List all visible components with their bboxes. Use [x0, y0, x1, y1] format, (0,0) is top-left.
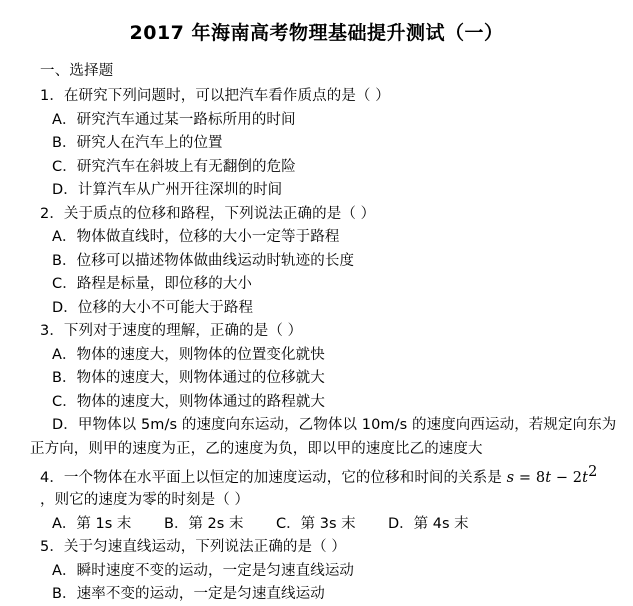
question-2-option-d: D．位移的大小不可能大于路程	[52, 299, 254, 316]
page-title: 2017 年海南高考物理基础提升测试（一）	[129, 22, 504, 44]
section-heading: 一、选择题	[40, 63, 114, 79]
question-4-formula-tail: ，	[40, 492, 55, 509]
question-4-formula-t2: t	[582, 469, 589, 486]
question-4-formula-t1: t	[545, 469, 552, 486]
question-4-option-a: A．第 1s 末	[52, 515, 132, 532]
question-stem-4	[40, 461, 603, 512]
question-4-option-c: C．第 3s 末	[276, 515, 356, 532]
question-stem-5: 5．关于匀速直线运动，下列说法正确的是（ ）	[40, 539, 347, 556]
question-3-option-a: A．物体的速度大，则物体的位置变化就快	[52, 346, 325, 363]
question-3-option-c: C．物体的速度大，则物体通过的路程就大	[52, 393, 326, 410]
question-4-option-b: B．第 2s 末	[164, 515, 244, 532]
question-1-option-b: B．研究人在汽车上的位置	[52, 135, 223, 151]
question-5-option-b: B．速率不变的运动，一定是匀速直线运动	[52, 586, 325, 603]
question-4-options-row	[52, 513, 603, 536]
question-1-option-d: D．计算汽车从广州开往深圳的时间	[52, 182, 283, 198]
question-4-formula-eq: = 8	[514, 469, 546, 486]
question-4-formula-s: s	[506, 469, 515, 486]
question-stem-3: 3．下列对于速度的理解，正确的是（ ）	[40, 323, 303, 339]
question-3-option-d-line2: 正方向，则甲的速度为正，乙的速度为负，即以甲的速度比乙的速度大	[30, 440, 483, 457]
question-4-stem-part2: 则它的速度为零的时刻是（ ）	[54, 492, 250, 509]
question-2-option-a: A．物体做直线时，位移的大小一定等于路程	[52, 229, 340, 245]
question-3-option-d-line1: D．甲物体以 5m/s 的速度向东运动，乙物体以 10m/s 的速度向西运动，若规定向东为	[52, 417, 617, 433]
question-stem-1: 1．在研究下列问题时，可以把汽车看作质点的是（ ）	[40, 88, 390, 104]
question-1-option-c: C．研究汽车在斜坡上有无翻倒的危险	[52, 158, 296, 175]
question-4-option-d: D．第 4s 末	[388, 515, 469, 532]
question-1-option-a: A．研究汽车通过某一路标所用的时间	[52, 111, 296, 128]
question-4-stem-part1: 4．一个物体在水平面上以恒定的加速度运动，它的位移和时间的关系是	[40, 469, 507, 486]
question-4-formula-exponent: 2	[588, 464, 598, 480]
question-2-option-c: C．路程是标量，即位移的大小	[52, 276, 253, 292]
question-4-formula-minus: − 2	[551, 469, 583, 486]
question-stem-2: 2．关于质点的位移和路程，下列说法正确的是（ ）	[40, 205, 376, 222]
question-3-option-b: B．物体的速度大，则物体通过的位移就大	[52, 370, 325, 386]
question-2-option-b: B．位移可以描述物体做曲线运动时轨迹的长度	[52, 252, 355, 269]
question-5-option-a: A．瞬时速度不变的运动，一定是匀速直线运动	[52, 562, 355, 579]
